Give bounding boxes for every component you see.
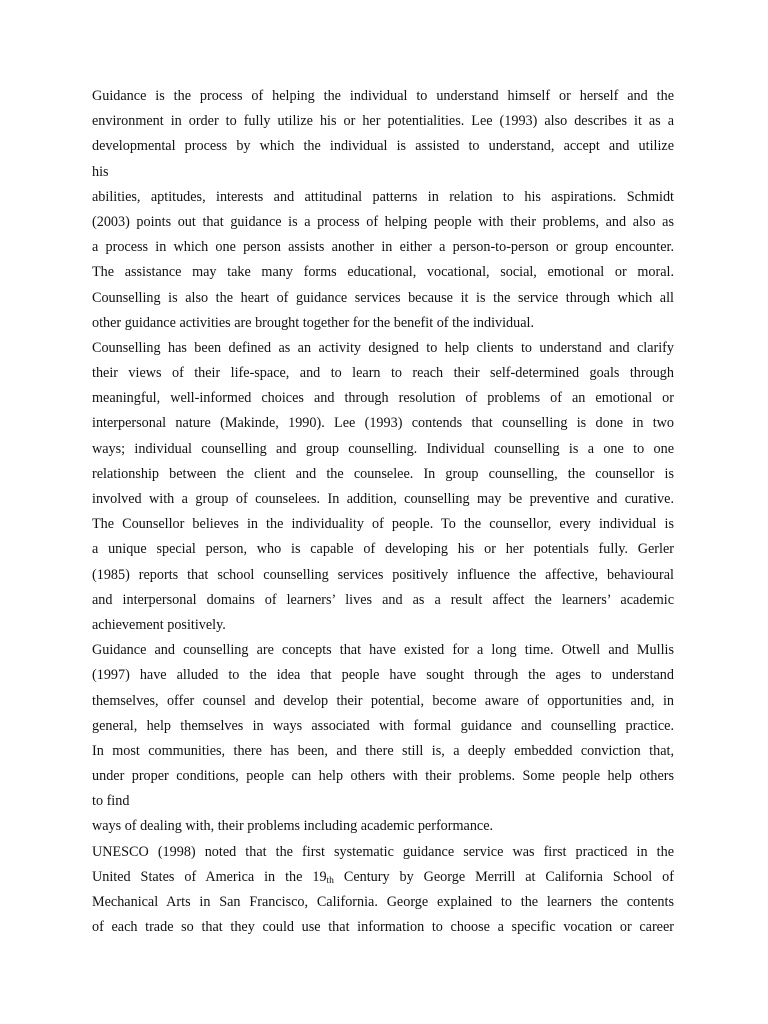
- text-line: interpersonal nature (Makinde, 1990). Lee (1993) contends that counselling is done in two: [92, 415, 674, 432]
- text-line: involved with a group of counselees. In addition, counselling may be preventive and curative.: [92, 491, 674, 507]
- text-line: Counselling has been defined as an activity designed to help clients to understand and clarify: [92, 339, 674, 356]
- text-line: under proper conditions, people can help others with their problems. Some people help others: [92, 768, 674, 785]
- text-line: to find: [92, 793, 130, 810]
- body-text: [92, 84, 674, 940]
- text-line: their views of their life-space, and to learn to reach their self-determined goals through: [92, 365, 674, 382]
- text-line: Mechanical Arts in San Francisco, California. George explained to the learners the contents: [92, 894, 674, 910]
- text-line: environment in order to fully utilize his or her potentialities. Lee (1993) also describes it as a: [92, 113, 674, 130]
- text-line: The assistance may take many forms educational, vocational, social, emotional or moral.: [92, 264, 674, 281]
- text-line: UNESCO (1998) noted that the first systematic guidance service was first practiced in the: [92, 843, 674, 860]
- text-line: achievement positively.: [92, 616, 226, 633]
- text-segment: Century by George Merrill at California School of: [333, 868, 674, 885]
- text-line: abilities, aptitudes, interests and attitudinal patterns in relation to his aspirations. Schmidt: [92, 188, 674, 205]
- text-line: general, help themselves in ways associated with formal guidance and counselling practice.: [92, 717, 674, 734]
- text-line: developmental process by which the individual is assisted to understand, accept and utilize: [92, 138, 674, 155]
- text-line: relationship between the client and the counselee. In group counselling, the counsellor is: [92, 465, 674, 482]
- text-line: meaningful, well-informed choices and through resolution of problems of an emotional or: [92, 390, 674, 407]
- text-line: Guidance and counselling are concepts that have existed for a long time. Otwell and Mullis: [92, 642, 674, 659]
- text-line: his: [92, 163, 109, 180]
- text-line: Guidance is the process of helping the individual to understand himself or herself and the: [92, 88, 674, 104]
- text-line: [92, 865, 674, 890]
- text-line: ways; individual counselling and group counselling. Individual counselling is a one to one: [92, 440, 674, 457]
- text-line: a unique special person, who is capable of developing his or her potentials fully. Gerler: [92, 541, 674, 558]
- text-line: (2003) points out that guidance is a process of helping people with their problems, and also as: [92, 213, 674, 230]
- text-line: ways of dealing with, their problems including academic performance.: [92, 818, 494, 835]
- text-line: and interpersonal domains of learners’ lives and as a result affect the learners’ academic: [92, 591, 674, 608]
- text-line: In most communities, there has been, and there still is, a deeply embedded conviction that,: [92, 742, 674, 759]
- text-line: a process in which one person assists another in either a person-to-person or group encounter.: [92, 239, 674, 256]
- text-line: (1997) have alluded to the idea that people have sought through the ages to understand: [92, 667, 674, 684]
- text-line: other guidance activities are brought together for the benefit of the individual.: [92, 314, 535, 331]
- text-line: themselves, offer counsel and develop their potential, become aware of opportunities and, in: [92, 692, 674, 709]
- text-line: of each trade so that they could use that information to choose a specific vocation or career: [92, 919, 674, 936]
- text-line: The Counsellor believes in the individuality of people. To the counsellor, every individual is: [92, 516, 674, 533]
- text-line: (1985) reports that school counselling services positively influence the affective, behavioural: [92, 566, 674, 583]
- text-line: Counselling is also the heart of guidance services because it is the service through which all: [92, 289, 674, 306]
- subscript-ordinal: th: [326, 875, 334, 886]
- text-segment: United States of America in the 19: [92, 868, 327, 885]
